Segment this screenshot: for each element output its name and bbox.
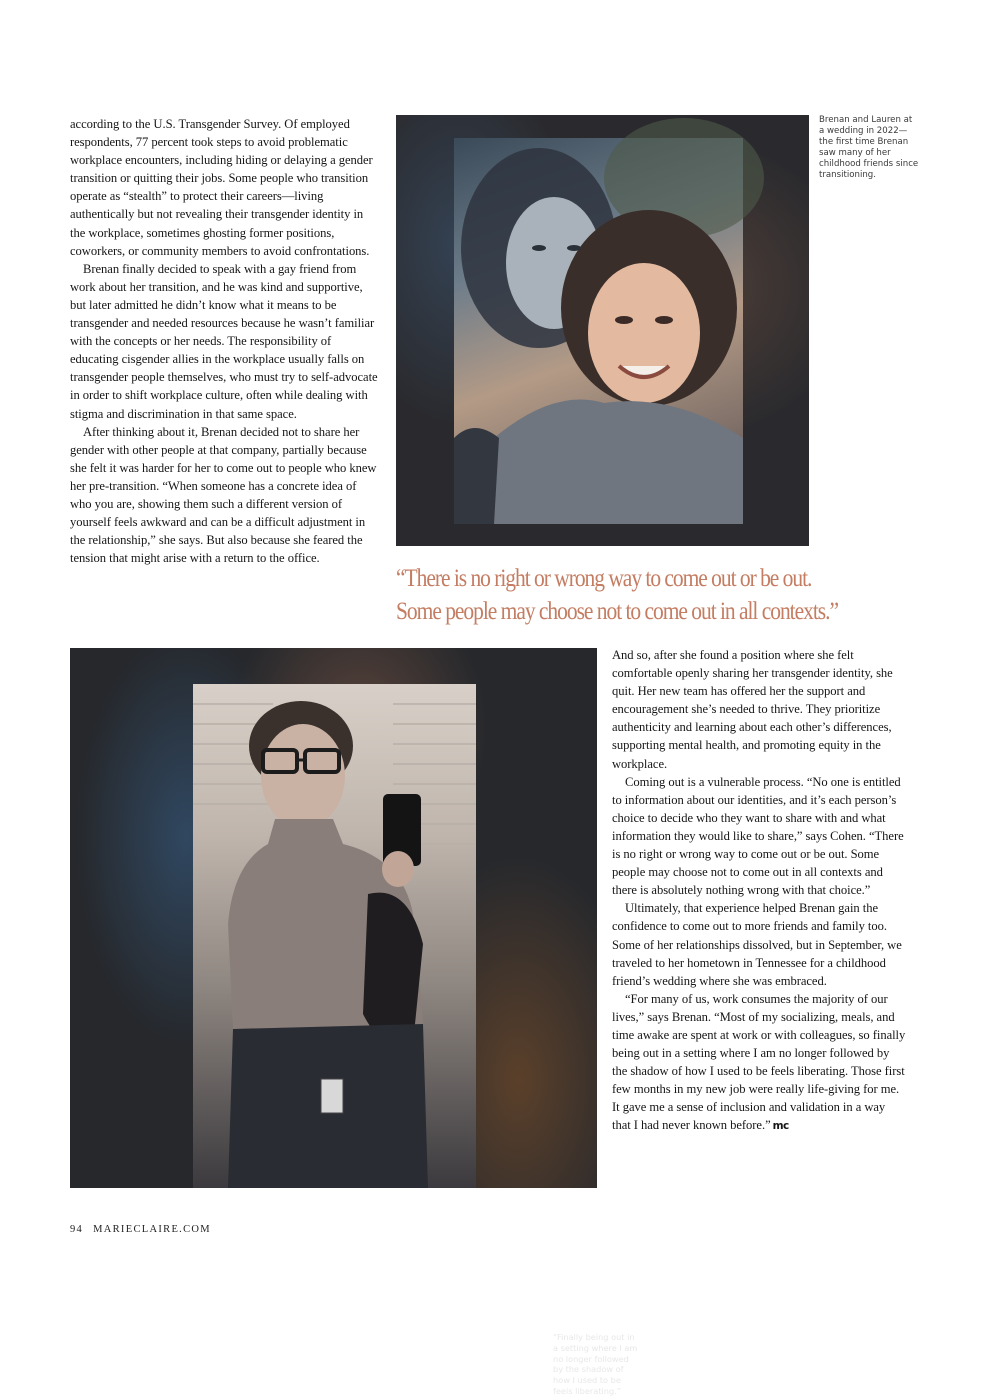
paragraph-last xyxy=(612,990,906,1136)
photo-caption-top: Brenan and Lauren at a wedding in 2022—the first time Brenan saw many of her childhood friends since transitioning. xyxy=(819,115,919,180)
paragraph: Ultimately, that experience helped Brenan gain the confidence to come out to more friends and family too. Some of her relationships dissolved, but in September, we traveled to her hometown in Tennessee for a childhood friend’s wedding where she was embraced. xyxy=(612,901,902,988)
paragraph: Brenan finally decided to speak with a gay friend from work about her transition, and he was kind and supportive, but later admitted he didn’t know what it means to be transgender and needed resources because he wasn’t familiar with the concepts or her needs. The responsibility of educating cisgender allies in the workplace usually falls on transgender people themselves, who must try to self-advocate in order to shift workplace culture, often while dealing with stigma and discrimination in that same space. xyxy=(70,261,378,421)
paragraph-text: “For many of us, work consumes the majority of our lives,” says Brenan. “Most of my socializing, meals, and time awake are spent at work or with colleagues, so finally being out in a setting where I am no longer followed by the shadow of how I used to be feels liberating. Those first few months in my new job were really life-giving for me. It gave me a sense of inclusion and validation in a way that I had never known before.” xyxy=(612,991,906,1133)
selfie-illustration xyxy=(454,138,743,524)
photo-caption-bottom: “Finally being out in a setting where I am no longer followed by the shadow of how I used to be feels liberating.” xyxy=(553,1332,638,1396)
photo-panel-wedding xyxy=(396,115,809,546)
paragraph: After thinking about it, Brenan decided not to share her gender with other people at that company, partially because she felt it was harder for her to come out to people who knew her pre-transition. “When someone has a concrete idea of who you are, showing them such a different version of yourself feels awkward and can be a difficult adjustment in the relationship,” she says. But also because she feared the tension that might arise with a return to the office. xyxy=(70,424,377,566)
paragraph: And so, after she found a position where she felt comfortable openly sharing her transgender identity, she quit. Her new team has offered her the support and encouragement she’s needed to thrive. They prioritize authenticity and learning about each other’s differences, supporting mental health, and promoting equity in the workplace. xyxy=(612,648,893,771)
mirror-selfie-illustration xyxy=(193,684,476,1188)
site-name: MARIECLAIRE.COM xyxy=(93,1224,211,1235)
photo-brenan-and-lauren xyxy=(454,138,743,524)
article-column-left xyxy=(70,115,378,567)
page-number: 94 xyxy=(70,1224,84,1235)
pull-quote xyxy=(396,562,843,628)
end-mark-logo: mc xyxy=(772,1120,789,1133)
paragraph: Coming out is a vulnerable process. “No one is entitled to information about our identities, and it’s each person’s choice to decide who they want to share with and what information they would like to share,” says Cohen. “There is no right or wrong way to come out or be out. Some people may choose not to come out in all contexts and there is absolutely nothing wrong with that choice.” xyxy=(612,774,904,898)
pull-quote-line: “There is no right or wrong way to come out or be out. xyxy=(396,565,812,592)
pull-quote-line: Some people may choose not to come out in all contexts.” xyxy=(396,598,838,625)
article-column-right xyxy=(612,646,906,1136)
paragraph: according to the U.S. Transgender Survey. Of employed respondents, 77 percent took steps to avoid problematic workplace encounters, including hiding or delaying a gender transition or quitting their jobs. Some people who transition operate as “stealth” to protect their careers—living authentically but not revealing their transgender identity in the workplace, sometimes ghosting former positions, coworkers, or community members to avoid confrontations. xyxy=(70,117,373,258)
page-footer xyxy=(70,1224,211,1235)
photo-brenan-mirror-selfie xyxy=(193,684,476,1188)
